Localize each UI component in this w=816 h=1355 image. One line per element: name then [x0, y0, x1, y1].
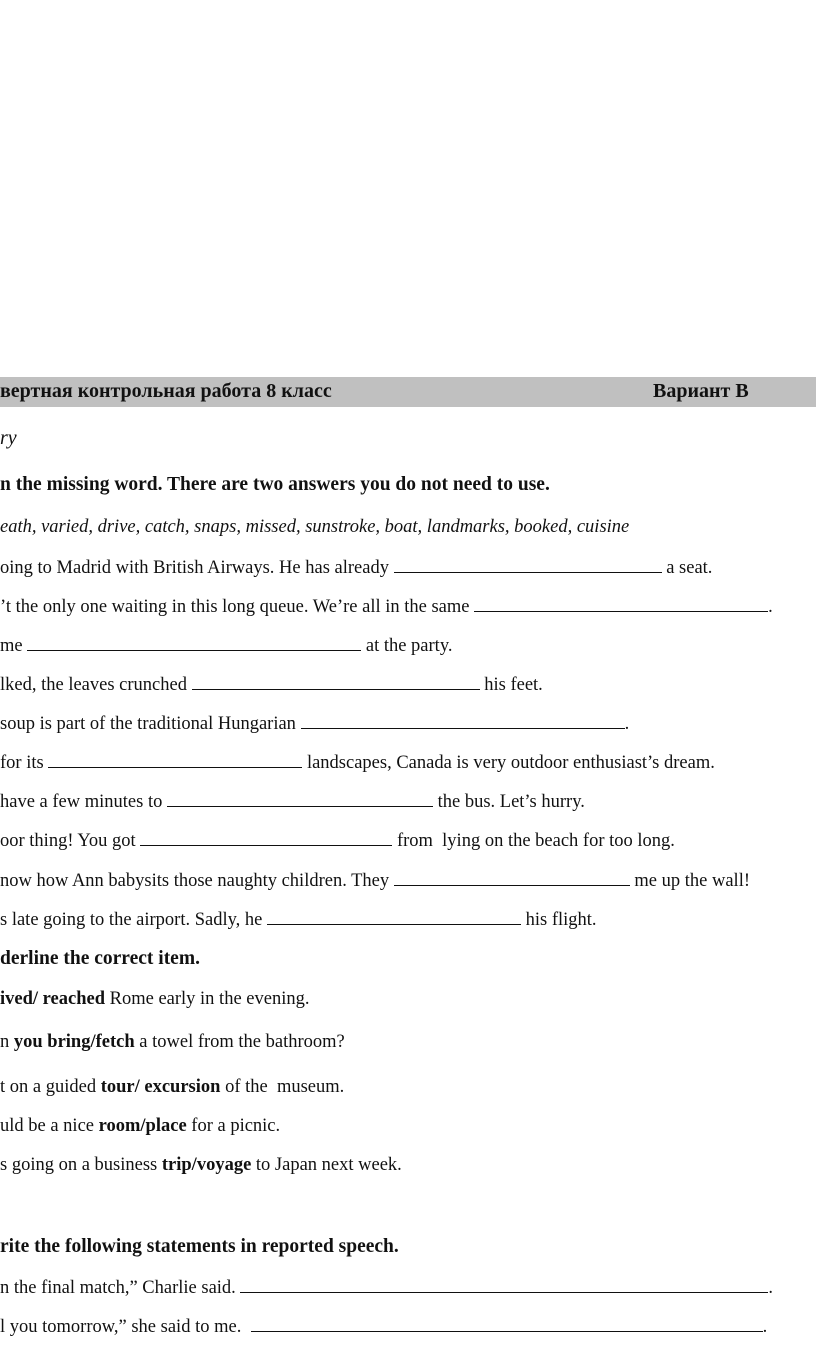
- list-item: soup is part of the traditional Hungarian .: [0, 714, 630, 734]
- word-bank: eath, varied, drive, catch, snaps, missed, sunstroke, boat, landmarks, booked, cuisine: [0, 517, 630, 537]
- answer-blank[interactable]: [267, 908, 521, 925]
- list-item: have a few minutes to the bus. Let’s hurry.: [0, 792, 585, 812]
- list-item: oor thing! You got from lying on the beach for too long.: [0, 831, 675, 851]
- task3-instruction: rite the following statements in reported speech.: [0, 1236, 399, 1257]
- list-item: uld be a nice room/place for a picnic.: [0, 1116, 281, 1136]
- section-label: ry: [0, 427, 17, 449]
- list-item: me at the party.: [0, 636, 453, 656]
- list-item: s going on a business trip/voyage to Japan next week.: [0, 1155, 402, 1175]
- list-item: n you bring/fetch a towel from the bathroom?: [0, 1032, 345, 1052]
- answer-blank[interactable]: [301, 712, 625, 729]
- answer-blank[interactable]: [394, 869, 630, 886]
- task2-instruction: derline the correct item.: [0, 948, 200, 969]
- choice-options[interactable]: ived/ reached: [0, 989, 105, 1009]
- answer-blank[interactable]: [192, 673, 480, 690]
- choice-options[interactable]: tour/ excursion: [100, 1077, 221, 1097]
- list-item: oing to Madrid with British Airways. He has already a seat.: [0, 558, 713, 578]
- answer-blank[interactable]: [251, 1315, 763, 1332]
- answer-blank[interactable]: [240, 1276, 768, 1293]
- list-item: ived/ reached Rome early in the evening.: [0, 989, 310, 1009]
- list-item: n the final match,” Charlie said. .: [0, 1278, 774, 1298]
- list-item: for its landscapes, Canada is very outdoor enthusiast’s dream.: [0, 753, 715, 773]
- page-title: вертная контрольная работа 8 класс: [0, 380, 332, 402]
- list-item: lked, the leaves crunched his feet.: [0, 675, 543, 695]
- answer-blank[interactable]: [167, 790, 433, 807]
- answer-blank[interactable]: [48, 751, 302, 768]
- answer-blank[interactable]: [27, 634, 361, 651]
- answer-blank[interactable]: [394, 556, 662, 573]
- task1-instruction: n the missing word. There are two answers you do not need to use.: [0, 474, 550, 495]
- choice-options[interactable]: you bring/fetch: [13, 1032, 135, 1052]
- choice-options[interactable]: room/place: [98, 1116, 187, 1136]
- list-item: now how Ann babysits those naughty children. They me up the wall!: [0, 871, 750, 891]
- choice-options[interactable]: trip/voyage: [161, 1155, 252, 1175]
- list-item: t on a guided tour/ excursion of the museum.: [0, 1077, 345, 1097]
- variant-label: Вариант В: [653, 380, 749, 402]
- answer-blank[interactable]: [474, 595, 768, 612]
- list-item: l you tomorrow,” she said to me. .: [0, 1317, 768, 1337]
- answer-blank[interactable]: [140, 829, 392, 846]
- list-item: ’t the only one waiting in this long queue. We’re all in the same .: [0, 597, 773, 617]
- list-item: s late going to the airport. Sadly, he his flight.: [0, 910, 597, 930]
